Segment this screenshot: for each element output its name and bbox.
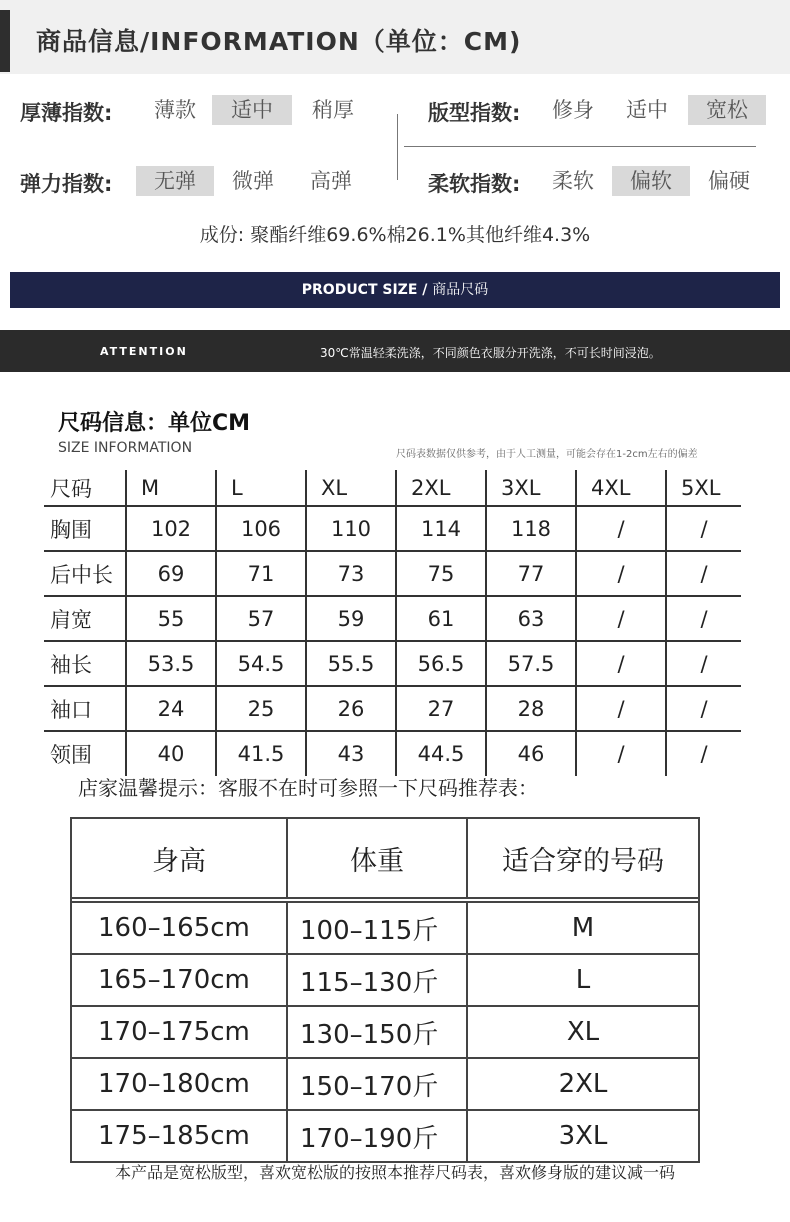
table-row xyxy=(71,902,699,954)
height-range: 175–185cm xyxy=(71,1110,287,1162)
measurement-value: 63 xyxy=(486,596,576,641)
measurement-value: 73 xyxy=(306,551,396,596)
header-accent-bar xyxy=(0,10,10,72)
size-table xyxy=(44,470,741,776)
measurement-value: 40 xyxy=(126,731,216,776)
recommended-size: M xyxy=(467,902,699,954)
measurement-value: / xyxy=(666,731,741,776)
measurement-value: / xyxy=(666,686,741,731)
elasticity-option-none: 无弹 xyxy=(136,166,214,196)
measurement-value: 27 xyxy=(396,686,486,731)
product-size-cn: 商品尺码 xyxy=(432,282,489,298)
attention-banner xyxy=(0,330,790,372)
thickness-option-medium: 适中 xyxy=(212,95,292,125)
product-size-banner xyxy=(10,272,780,308)
measurement-value: 53.5 xyxy=(126,641,216,686)
measurement-value: 114 xyxy=(396,506,486,551)
measurement-value: 69 xyxy=(126,551,216,596)
measurement-value: 46 xyxy=(486,731,576,776)
weight-range: 130–150斤 xyxy=(287,1006,467,1058)
info-title: 商品信息/INFORMATION（单位：CM) xyxy=(36,27,522,56)
weight-range: 100–115斤 xyxy=(287,902,467,954)
measurement-value: / xyxy=(576,641,666,686)
thickness-option-thin: 薄款 xyxy=(154,98,196,122)
measurement-value: 55.5 xyxy=(306,641,396,686)
measurement-value: 59 xyxy=(306,596,396,641)
thickness-option-thick: 稍厚 xyxy=(312,98,354,122)
measurement-value: 43 xyxy=(306,731,396,776)
measurement-label: 领围 xyxy=(44,731,126,776)
size-recommendation-table xyxy=(70,817,700,1163)
measurement-value: 26 xyxy=(306,686,396,731)
table-row xyxy=(71,1058,699,1110)
measurement-label: 肩宽 xyxy=(44,596,126,641)
height-range: 160–165cm xyxy=(71,902,287,954)
measurement-value: 55 xyxy=(126,596,216,641)
measurement-value: 57.5 xyxy=(486,641,576,686)
measurement-value: 25 xyxy=(216,686,306,731)
measurement-value: / xyxy=(576,686,666,731)
size-header-2xl: 2XL xyxy=(396,470,486,506)
measurement-value: / xyxy=(576,506,666,551)
fabric-composition: 成份: 聚酯纤维69.6%棉26.1%其他纤维4.3% xyxy=(199,224,591,246)
measurement-label: 后中长 xyxy=(44,551,126,596)
measurement-value: 106 xyxy=(216,506,306,551)
fit-advice: 本产品是宽松版型，喜欢宽松版的按照本推荐尺码表，喜欢修身版的建议减一码 xyxy=(114,1163,675,1182)
measurement-value: 61 xyxy=(396,596,486,641)
size-info-subtitle: SIZE INFORMATION xyxy=(58,440,193,456)
table-row xyxy=(44,641,741,686)
table-row xyxy=(44,551,741,596)
measurement-label: 胸围 xyxy=(44,506,126,551)
info-header xyxy=(0,0,790,74)
attention-text: 30℃常温轻柔洗涤，不同颜色衣服分开洗涤，不可长时间浸泡。 xyxy=(320,346,661,360)
table-row xyxy=(71,1006,699,1058)
table-row xyxy=(44,686,741,731)
softness-option-fairly-soft: 偏软 xyxy=(612,166,690,196)
softness-label: 柔软指数: xyxy=(428,172,521,196)
measurement-value: 41.5 xyxy=(216,731,306,776)
attention-label: ATTENTION xyxy=(100,345,188,358)
size-header-xl: XL xyxy=(306,470,396,506)
height-range: 170–180cm xyxy=(71,1058,287,1110)
table-row xyxy=(44,731,741,776)
measurement-value: 54.5 xyxy=(216,641,306,686)
elasticity-option-high: 高弹 xyxy=(310,169,352,193)
measurement-value: / xyxy=(666,596,741,641)
measurement-value: 118 xyxy=(486,506,576,551)
weight-range: 150–170斤 xyxy=(287,1058,467,1110)
index-divider-horizontal xyxy=(404,146,756,147)
measurement-value: 77 xyxy=(486,551,576,596)
weight-range: 115–130斤 xyxy=(287,954,467,1006)
recommended-size: 3XL xyxy=(467,1110,699,1162)
measurement-value: / xyxy=(666,641,741,686)
recommendation-table-body xyxy=(71,818,699,1162)
size-header-3xl: 3XL xyxy=(486,470,576,506)
recommendation-header-row xyxy=(71,818,699,898)
elasticity-option-slight: 微弹 xyxy=(232,169,274,193)
measurement-value: 102 xyxy=(126,506,216,551)
fit-option-loose: 宽松 xyxy=(688,95,766,125)
recommended-size: XL xyxy=(467,1006,699,1058)
softness-option-soft: 柔软 xyxy=(552,169,594,193)
size-table-body xyxy=(44,470,741,776)
height-range: 165–170cm xyxy=(71,954,287,1006)
shop-tip: 店家温馨提示：客服不在时可参照一下尺码推荐表： xyxy=(78,776,538,800)
size-info-note: 尺码表数据仅供参考，由于人工测量，可能会存在1-2cm左右的偏差 xyxy=(396,449,698,460)
softness-option-stiff: 偏硬 xyxy=(708,169,750,193)
measurement-value: / xyxy=(666,551,741,596)
table-row xyxy=(71,954,699,1006)
fit-label: 版型指数: xyxy=(428,101,521,125)
fit-option-regular: 适中 xyxy=(626,98,668,122)
size-header-label: 尺码 xyxy=(50,476,92,501)
measurement-value: / xyxy=(576,596,666,641)
measurement-value: 56.5 xyxy=(396,641,486,686)
measurement-value: 57 xyxy=(216,596,306,641)
measurement-value: / xyxy=(576,551,666,596)
size-header-row xyxy=(44,470,741,506)
height-range: 170–175cm xyxy=(71,1006,287,1058)
table-row xyxy=(44,596,741,641)
index-divider-vertical xyxy=(397,114,398,180)
table-row xyxy=(71,1110,699,1162)
measurement-label: 袖长 xyxy=(44,641,126,686)
fit-option-slim: 修身 xyxy=(552,98,594,122)
measurement-value: / xyxy=(666,506,741,551)
recommendation-header-cell: 身高 xyxy=(71,818,287,898)
size-header-5xl: 5XL xyxy=(666,470,741,506)
measurement-label: 袖口 xyxy=(44,686,126,731)
size-info-title: 尺码信息：单位CM xyxy=(58,411,251,436)
recommendation-header-cell: 适合穿的号码 xyxy=(467,818,699,898)
recommended-size: L xyxy=(467,954,699,1006)
measurement-value: 44.5 xyxy=(396,731,486,776)
recommended-size: 2XL xyxy=(467,1058,699,1110)
measurement-value: / xyxy=(576,731,666,776)
measurement-value: 110 xyxy=(306,506,396,551)
table-row xyxy=(44,506,741,551)
thickness-label: 厚薄指数: xyxy=(20,101,113,125)
size-header-4xl: 4XL xyxy=(576,470,666,506)
measurement-value: 71 xyxy=(216,551,306,596)
recommendation-header-cell: 体重 xyxy=(287,818,467,898)
elasticity-label: 弹力指数: xyxy=(20,172,113,196)
measurement-value: 28 xyxy=(486,686,576,731)
product-size-en: PRODUCT SIZE / xyxy=(301,282,428,298)
weight-range: 170–190斤 xyxy=(287,1110,467,1162)
size-header-m: M xyxy=(126,470,216,506)
measurement-value: 24 xyxy=(126,686,216,731)
size-header-l: L xyxy=(216,470,306,506)
measurement-value: 75 xyxy=(396,551,486,596)
